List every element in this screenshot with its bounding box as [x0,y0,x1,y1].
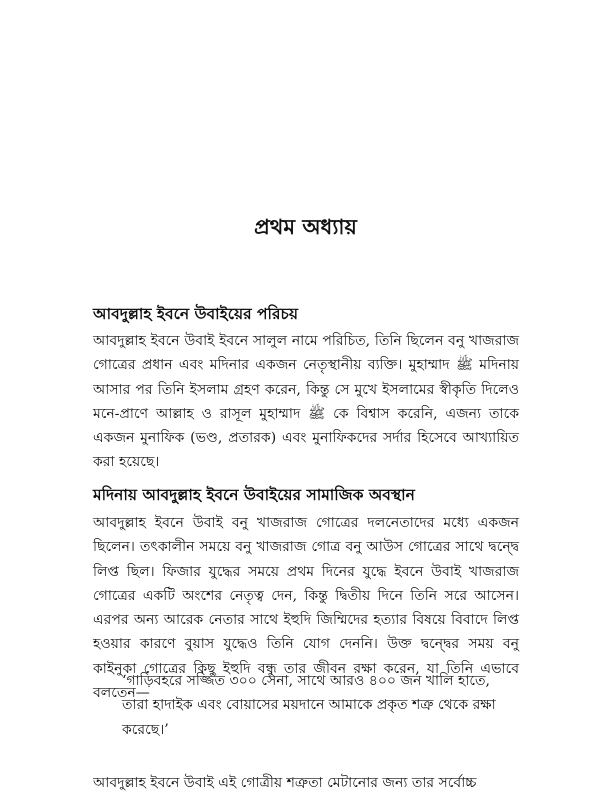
section-heading-social-position: মদিনায় আবদুল্লাহ ইবনে উবাইয়ের সামাজিক অবস্থান [93,485,415,504]
paragraph-continuation: আবদুল্লাহ ইবনে উবাই এই গোত্রীয় শত্রুতা মেটানোর জন্য তার সর্বোচ্চ [93,775,477,791]
quote-text: ‘গাড়িবহরে সজ্জিত ৩০০ সেনা, সাথে আরও ৪০০ জন খালি হাতে, তারা হাদাইক এবং বোয়াসের ময়দানে আমাকে প্রকৃত শত্রু থেকে রক্ষা করেছে।’ [122,673,496,738]
paragraph-text: আবদুল্লাহ ইবনে উবাই ইবনে সালুল নামে পরিচিত, তিনি ছিলেন বনু খাজরাজ গোত্রের প্রধান এবং মদিনার একজন নেতৃস্থানীয় ব্যক্তি। মুহাম্মাদ ﷺ মদিনায় আসার পর তিনি ইসলাম গ্রহণ করেন, কিন্তু সে মুখে ইসলামের স্বীকৃতি দিলেও মনে-প্রাণে আল্লাহ ও রাসূল মুহাম্মাদ ﷺ কে বিশ্বাস করেনি, এজন্য তাকে একজন মুনাফিক (ভণ্ড, প্রতারক) এবং মুনাফিকদের সর্দার হিসেবে আখ্যায়িত করা হয়েছে। [93,333,519,471]
paragraph-text: আবদুল্লাহ ইবনে উবাই বনু খাজরাজ গোত্রের দলনেতাদের মধ্যে একজন ছিলেন। তৎকালীন সময়ে বনু খাজরাজ গোত্র বনু আউস গোত্রের সাথে দ্বন্দ্বে লিপ্ত ছিল। ফিজার যুদ্ধের সময়ে প্রথম দিনের যুদ্ধে ইবনে উবাই খাজরাজ গোত্রের একটি অংশের নেতৃত্ব দেন, কিন্তু দ্বিতীয় দিনে তিনি সরে আসেন। এরপর অন্য আরেক নেতার সাথে ইহুদি জিম্মিদের হত্যার বিষয়ে বিবাদে লিপ্ত হওয়ার কারণে বুয়াস যুদ্ধেও তিনি যোগ দেননি। উক্ত দ্বন্দ্বের সময় বনু কাইনুকা গোত্রের কিছু ইহুদি বন্ধু তার জীবন রক্ষা করেন, যা তিনি এভাবে বলতেন— [93,515,519,702]
block-quote [122,669,506,742]
paragraph-introduction [93,329,519,475]
section-heading-introduction: আবদুল্লাহ ইবনে উবাইয়ের পরিচয় [93,304,298,323]
chapter-title: প্রথম অধ্যায় [254,214,357,239]
